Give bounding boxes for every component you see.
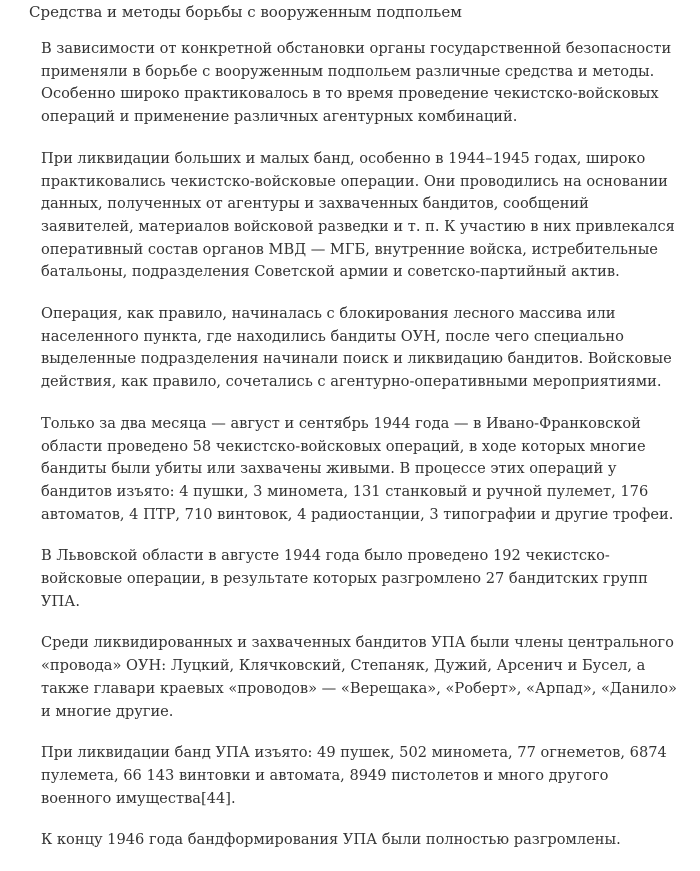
section-heading: Средства и методы борьбы с вооруженным подпольем	[29, 3, 462, 21]
paragraph-2: При ликвидации больших и малых банд, особенно в 1944–1945 годах, широко практиковались чекистско-войсковые операции. Они проводились на основании данных, полученных от агентуры и захваченных бандитов, сообщений заявителей, материалов войсковой разведки и т. п. К участию в них привлекался оперативный состав органов МВД — МГБ, внутренние войска, истребительные батальоны, подразделения Советской армии и советско-партийный актив.	[41, 149, 675, 281]
paragraph-1: В зависимости от конкретной обстановки органы государственной безопасности применяли в борьбе с вооруженным подпольем различные средства и методы. Особенно широко практиковалось в то время проведение чекистско-войсковых операций и применение различных агентурных комбинаций.	[41, 40, 672, 126]
article-body	[41, 38, 681, 871]
paragraph-7: При ликвидации банд УПА изъято: 49 пушек, 502 миномета, 77 огнеметов, 6874 пулемета, 66 143 винтовки и автомата, 8949 пистолетов и много другого военного имущества[44].	[41, 744, 667, 807]
paragraph-6: Среди ликвидированных и захваченных бандитов УПА были члены центрального «провода» ОУН: Луцкий, Клячковский, Степаняк, Дужий, Арсенич и Бусел, а также главари краевых «проводов» — «Верещака», «Роберт», «Арпад», «Данило» и многие другие.	[41, 634, 677, 720]
paragraph-3: Операция, как правило, начиналась с блокирования лесного массива или населенного пункта, где находились бандиты ОУН, после чего специально выделенные подразделения начинали поиск и ликвидацию бандитов. Войсковые действия, как правило, сочетались с агентурно-оперативными мероприятиями.	[41, 305, 672, 391]
paragraph-5: В Львовской области в августе 1944 года было проведено 192 чекистско-войсковые операции, в результате которых разгромлено 27 бандитских групп УПА.	[41, 547, 648, 610]
paragraph-8: К концу 1946 года бандформирования УПА были полностью разгромлены.	[41, 831, 621, 849]
paragraph-4: Только за два месяца — август и сентябрь 1944 года — в Ивано-Франковской области проведено 58 чекистско-войсковых операций, в ходе которых многие бандиты были убиты или захвачены живыми. В процессе этих операций у бандитов изъято: 4 пушки, 3 миномета, 131 станковый и ручной пулемет, 176 автоматов, 4 ПТР, 710 винтовок, 4 радиостанции, 3 типографии и другие трофеи.	[41, 414, 674, 523]
